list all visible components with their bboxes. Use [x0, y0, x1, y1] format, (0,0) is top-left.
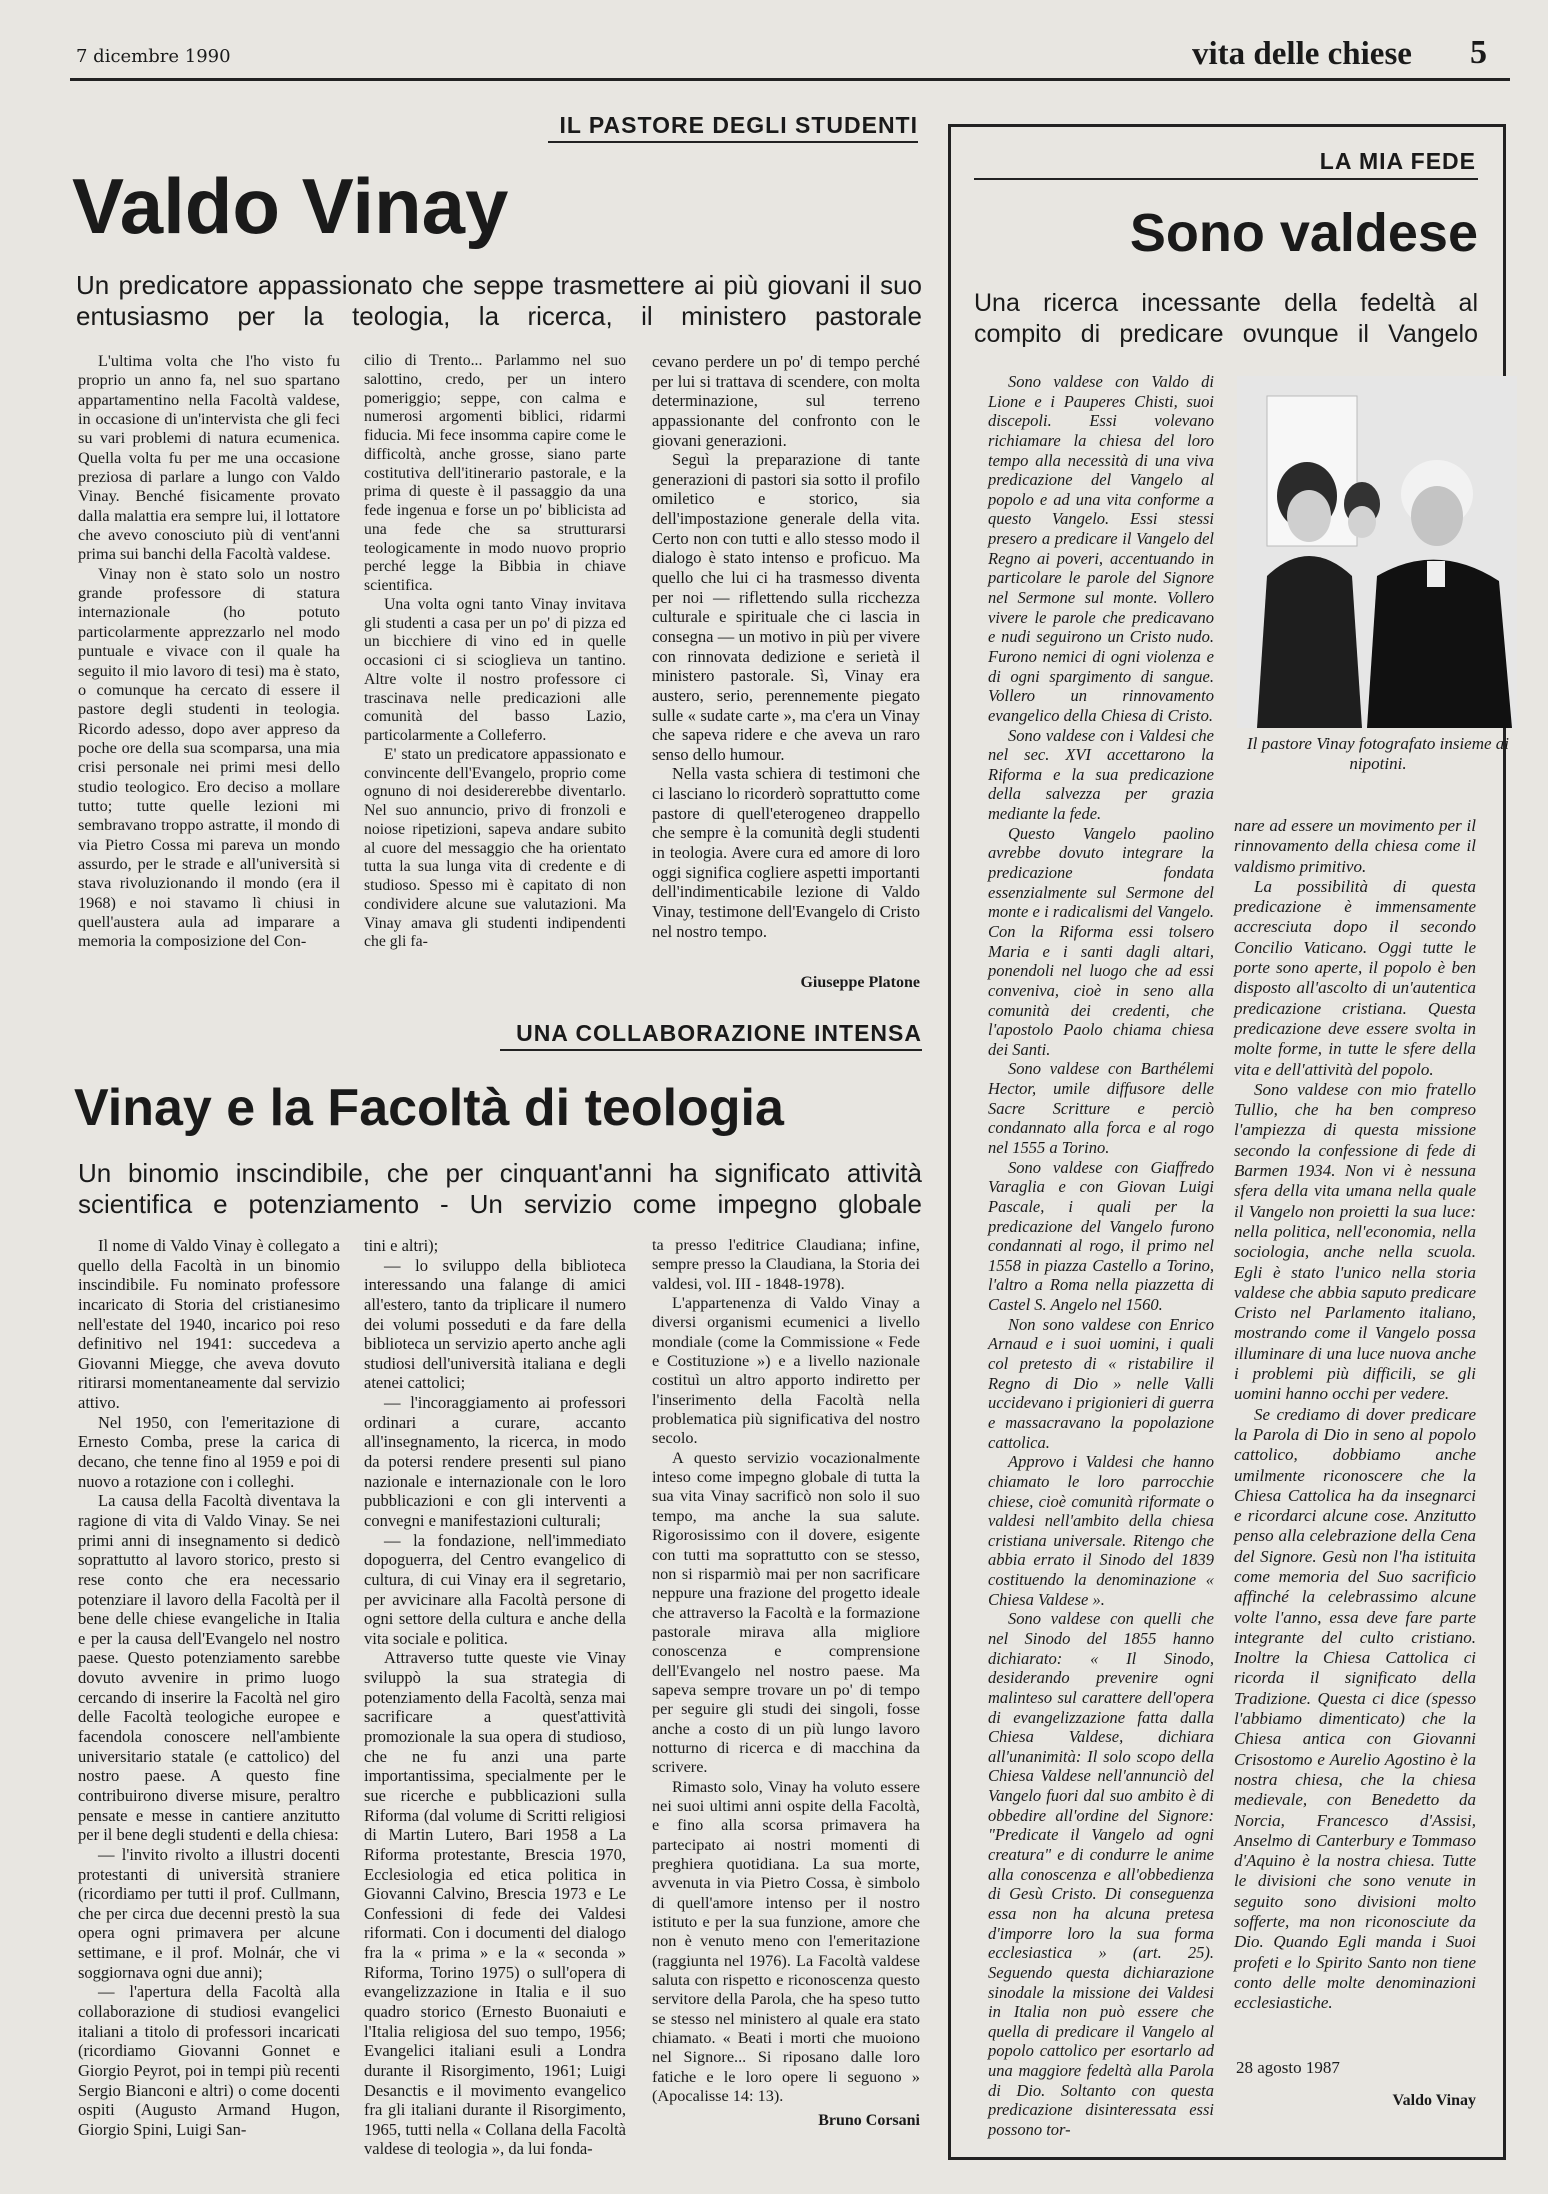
- paragraph: ta presso l'editrice Claudiana; infine, sempre presso la Claudiana, la Storia dei valdesi, vol. III - 1848-1978).: [652, 1236, 920, 1293]
- paragraph: Non sono valdese con Enrico Arnaud e i suoi uomini, i quali col pretesto di « ristabilire il Regno di Dio » nelle Valli uccidevano i prigionieri di guerra e massacravano la popolazione cattolica.: [988, 1314, 1214, 1452]
- photo-caption: Il pastore Vinay fotografato insieme ai nipotini.: [1246, 734, 1510, 773]
- paragraph: Sono valdese con i Valdesi che nel sec. XVI accettarono la Riforma e la sua predicazione della salvezza per grazia mediante la fede.: [988, 725, 1214, 824]
- article3-title: Sono valdese: [1129, 203, 1478, 263]
- paragraph: Sono valdese con Giaffredo Varaglia e con Giovan Luigi Pascale, i quali per la predicazione del Vangelo furono condannati al rogo, il primo nel 1558 in piazza Castello a Torino, l'altro a Roma nella piazzetta di Castel S. Angelo nel 1560.: [988, 1157, 1214, 1315]
- paragraph: — la fondazione, nell'immediato dopoguerra, del Centro evangelico di cultura, di cui Vinay era il segretario, per avvicinare alla Facoltà persone di ogni settore della cultura e anche della vita sociale e politica.: [364, 1530, 626, 1648]
- paragraph: L'ultima volta che l'ho visto fu proprio un anno fa, nel suo spartano appartamentino nella Facoltà valdese, in occasione di un'intervista che gli feci su vari problemi di natura ecumenica. Quella volta fu per me una occasione preziosa di parlare a lungo con Valdo Vinay. Benché fisicamente provato dalla malattia era sempre lui, il lottatore che avevo conosciuto più di vent'anni prima sui banchi della Facoltà valdese.: [78, 352, 340, 564]
- paragraph: Attraverso tutte queste vie Vinay sviluppò la sua strategia di potenziamento della Facoltà, senza mai sacrificare a quest'attività promozionale la sua opera di studioso, che ne fu anzi una parte importantissima, specialmente per le sue ricerche e pubblicazioni sulla Riforma (dal volume di Scritti religiosi di Martin Lutero, Bari 1958 a La Riforma protestante, Brescia 1970, Ecclesiologia ed etica politica in Giovanni Calvino, Brescia 1973 e Le Confessioni di fede dei Valdesi riformati. Con i documenti del dialogo fra la « prima » e la « seconda » Riforma, Torino 1975) o sull'opera di evangelizzazione in Italia e il suo quadro storico (Ernesto Buonaiuti e l'Italia religiosa del suo tempo, 1956; Evangelici italiani esuli a Londra durante il Risorgimento, 1961; Luigi Desanctis e il movimento evangelico fra gli italiani durante il Risorgimento, 1965, tutti nella « Collana della Facoltà valdese di teologia », da lui fonda-: [364, 1648, 626, 2159]
- header-section-title: vita delle chiese: [1192, 36, 1412, 72]
- article2-kicker-rule: [500, 1049, 922, 1051]
- article1-column-3: [652, 352, 920, 941]
- article2-subtitle: Un binomio inscindibile, che per cinquant'anni ha significato attività scientifica e potenziamento - Un servizio come impegno globale: [78, 1158, 922, 1219]
- paragraph: Vinay non è stato solo un nostro grande professore di statura internazionale (ho potuto particolarmente apprezzarlo nel modo puntuale e vivace con il quale ha seguito il mio lavoro di tesi) ma è stato, o comunque ha cercato di essere il pastore degli studenti in teologia. Ricordo adesso, dopo aver appreso da poche ore della sua scomparsa, una mia crisi personale nei primi mesi dello studio teologico. Ero deciso a mollare tutto; tutte quelle lezioni mi sembravano troppo astratte, il mondo di via Pietro Cossa mi pareva un mondo assurdo, per le strade e all'università si stava rivoluzionando il mondo (era il 1968) e noi stavamo lì chiusi in quell'austera aula ad imparare a memoria la composizione del Con-: [78, 564, 340, 951]
- paragraph: Sono valdese con Valdo di Lione e i Pauperes Chisti, suoi discepoli. Essi volevano richiamare la chiesa del loro tempo alla necessità di una viva predicazione del Vangelo al popolo e ad una vita conforme a questo Vangelo. Essi stessi presero a predicare il Vangelo del Regno ai poveri, accentuando in particolare le parole del Signore nel Sermone sul monte. Vollero vivere le parole che predicavano e nudi seguirono un Cristo nudo. Furono nemici di ogni violenza e di ogni spargimento di sangue. Vollero un rinnovamento evangelico della Chiesa di Cristo.: [988, 372, 1214, 725]
- paragraph: Nella vasta schiera di testimoni che ci lasciano lo ricorderò soprattutto come pastore di quell'eterogeneo drappello che sempre è la comunità degli studenti in teologia. Avere cura ed amore di loro oggi significa cogliere aspetti importanti dell'indimenticabile lezione di Valdo Vinay, testimone dell'Evangelo di Cristo nel nostro tempo.: [652, 764, 920, 941]
- article1-column-1: [78, 352, 340, 952]
- article1-kicker-rule: [548, 141, 918, 143]
- article1-subtitle: Un predicatore appassionato che seppe trasmettere ai più giovani il suo entusiasmo per la teologia, la ricerca, il ministero pastorale: [76, 270, 922, 331]
- article2-column-2: [364, 1236, 626, 2159]
- paragraph: Se crediamo di dover predicare la Parola di Dio in seno al popolo cattolico, dobbiamo anche umilmente riconoscere che la Chiesa Cattolica ha da insegnarci e ricordarci alcune cose. Anzitutto penso alla celebrazione della Cena del Signore. Gesù non l'ha istituita come memoria del Suo sacrificio affinché la celebrassimo alcune volte l'anno, essa deve fare parte integrante del culto cristiano. Inoltre la Chiesa Cattolica ci ricorda il significato della Tradizione. Questa ci dice (spesso l'abbiamo dimenticato) che la Chiesa antica con Giovanni Crisostomo e Aurelio Agostino è la nostra chiesa, che la chiesa medievale, con Benedetto da Norcia, Francesco d'Assisi, Anselmo di Canterbury e Tommaso d'Aquino è la nostra chiesa. Tutte le divisioni che sono venute in seguito sono divisioni molto sofferte, ma non riconosciute da Dio. Quando Egli manda i Suoi profeti e lo Spirito Santo non tiene conto delle molte denominazioni ecclesiastiche.: [1234, 1404, 1476, 2013]
- article1-column-2: [364, 352, 626, 952]
- article3-kicker: LA MIA FEDE: [1319, 148, 1476, 174]
- article2-column-1: [78, 1236, 340, 2139]
- paragraph: Il nome di Valdo Vinay è collegato a quello della Facoltà in un binomio inscindibile. Fu nominato professore incaricato di Storia del cristianesimo nell'estate del 1940, incarico poi reso definitivo nel 1941: succedeva a Giovanni Miegge, che aveva dovuto ritirarsi momentaneamente dal servizio attivo.: [78, 1236, 340, 1413]
- paragraph: cilio di Trento... Parlammo nel suo salottino, credo, per un intero pomeriggio; seppe, con calma e numerosi argomenti biblici, ridarmi fiducia. Mi fece insomma capire come le difficoltà, anche grosse, siano parte costitutiva dell'itinerario pastorale, e la prima di queste è il passaggio da una fede ingenua e forse un po' biblicista ad una fede che sa strutturarsi teologicamente in modo nuovo proprio perché legge la Bibbia in chiave scientifica.: [364, 352, 626, 594]
- paragraph: — lo sviluppo della biblioteca interessando una falange di amici all'estero, tanto da triplicare il numero dei volumi posseduti e da fare della biblioteca un servizio aperto anche agli studiosi dell'università italiana e degli atenei cattolici;: [364, 1255, 626, 1393]
- paragraph: Approvo i Valdesi che hanno chiamato le loro parrocchie chiese, cioè comunità riformate o valdesi nell'ambito della chiesa cristiana universale. Ritengo che abbia errato il Sinodo del 1839 costituendo la denominazione « Chiesa Valdese ».: [988, 1452, 1214, 1609]
- paragraph: nare ad essere un movimento per il rinnovamento della chiesa come il valdismo primitivo.: [1234, 816, 1476, 876]
- photo-vinay-grandchildren: [1237, 376, 1517, 728]
- paragraph: tini e altri);: [364, 1236, 439, 1255]
- paragraph: L'appartenenza di Valdo Vinay a diversi organismi ecumenici a livello mondiale (come la Commissione « Fede e Costituzione ») e a livello nazionale costituì un altro apporto indiretto per l'inserimento della Facoltà nella problematica più significativa del nostro secolo.: [652, 1294, 920, 1448]
- article3-date: 28 agosto 1987: [1236, 2058, 1340, 2077]
- article3-kicker-rule: [974, 178, 1478, 180]
- paragraph: Rimasto solo, Vinay ha voluto essere nei suoi ultimi anni ospite della Facoltà, e fino alla scorsa primavera ha partecipato ai nostri momenti di preghiera quotidiana. La sua morte, avvenuta in via Pietro Cossa, è simbolo di quell'amore intenso per il nostro istituto e per la sua funzione, amore che non è venuto meno con l'emeritazione (raggiunta nel 1976). La Facoltà valdese saluta con rispetto e riconoscenza questo servitore della Parola, che ha speso tutto se stesso nel ministero al quale era stato chiamato. « Beati i morti che muoiono nel Signore... Si riposano dalle loro fatiche e le loro opere li seguono » (Apocalisse 14: 13).: [652, 1777, 920, 2106]
- article3-column-1: [988, 372, 1214, 2140]
- article2-column-3: [652, 1236, 920, 2106]
- article2-signature: Bruno Corsani: [818, 2112, 920, 2129]
- paragraph: La possibilità di questa predicazione è immensamente accresciuta dopo il secondo Concilio Vaticano. Oggi tutte le porte sono aperte, il popolo è ben disposto all'ascolto di un'autentica predicazione cristiana. Questa predicazione deve essere svolta in molte forme, in tutte le sfere della vita e dell'attività del popolo.: [1234, 876, 1476, 1079]
- header-date: 7 dicembre 1990: [76, 46, 231, 67]
- paragraph: — l'incoraggiamento ai professori ordinari a curare, accanto all'insegnamento, la ricerca, in modo da potersi rendere presenti sul piano nazionale e internazionale con le loro pubblicazioni e con gli interventi a convegni e manifestazioni culturali;: [364, 1393, 626, 1530]
- article1-signature: Giuseppe Platone: [800, 974, 920, 991]
- paragraph: Questo Vangelo paolino avrebbe dovuto integrare la predicazione fondata essenzialmente sul Sermone del monte e i radicalismi del Vangelo. Con la Riforma essi tolsero Maria e i santi dagli altari, ponendoli nel luogo che ad essi conveniva, cioè in seno alla comunità dei credenti, che l'apostolo Paolo chiama chiesa dei Santi.: [988, 823, 1214, 1059]
- article3-subtitle: Una ricerca incessante della fedeltà al compito di predicare ovunque il Vangelo: [974, 289, 1478, 348]
- paragraph: Sono valdese con quelli che nel Sinodo del 1855 hanno dichiarato: « Il Sinodo, desiderando prevenire ogni malinteso sul carattere dell'opera di evangelizzazione fatta dalla Chiesa Valdese, dichiara all'unanimità: Il solo scopo della Chiesa Valdese nell'annunciò del Vangelo fuori dal suo ambito è di obbedire all'ordine del Signore: "Predicate il Vangelo ad ogni creatura" e di condurre le anime alla conoscenza e all'obbedienza di Gesù Cristo. Di conseguenza essa non ha alcuna pretesa d'imporre loro la sua forma ecclesiastica » (art. 25). Seguendo questa dichiarazione sinodale la missione dei Valdesi in Italia non può essere che quella di predicare il Vangelo al popolo cattolico per esortarlo ad una maggiore fedeltà alla Parola di Dio. Soltanto con questa predicazione disinteressata essi possono tor-: [988, 1609, 1214, 2140]
- paragraph: Sono valdese con Barthélemi Hector, umile diffusore delle Sacre Scritture e perciò condannato alla forca e al rogo nel 1555 a Torino.: [988, 1059, 1214, 1157]
- article3-column-2: [1234, 816, 1476, 2014]
- paragraph: La causa della Facoltà diventava la ragione di vita di Valdo Vinay. Se nei primi anni di insegnamento si dedicò soprattutto al lavoro storico, presto si rese conto che era necessario potenziare il lavoro della Facoltà per il bene delle chiese evangeliche in Italia e per la causa dell'Evangelo nel nostro paese. Questo potenziamento sarebbe dovuto avvenire in primo luogo cercando di inserire la Facoltà nel giro delle Facoltà teologiche europee e facendola conoscere nell'ambiente universitario statale (e cattolico) del nostro paese. A questo fine contribuirono diverse misure, peraltro pensate e messe in cantiere anzitutto per il bene degli studenti e della chiesa:: [78, 1491, 340, 1845]
- paragraph: E' stato un predicatore appassionato e convincente dell'Evangelo, proprio come ognuno di noi desidererebbe diventarlo. Nel suo annuncio, privo di fronzoli e noiose ripetizioni, sapeva andare subito al cuore del messaggio che ha orientato tutta la sua lunga vita di credente e di studioso. Spesso mi è capitato di non condividere alcune sue valutazioni. Ma Vinay amava gli studenti indipendenti che gli fa-: [364, 745, 626, 951]
- paragraph: — l'invito rivolto a illustri docenti protestanti di università straniere (ricordiamo per tutti il prof. Cullmann, che per circa due decenni prestò la sua opera ogni primavera per alcune settimane, e il prof. Molnár, che vi soggiornava ogni due anni);: [78, 1844, 340, 1982]
- paragraph: A questo servizio vocazionalmente inteso come impegno globale di tutta la sua vita Vinay sacrificò non solo il suo tempo, ma anche la sua salute. Rigorosissimo con il dovere, esigente con tutti ma soprattutto con se stesso, non si risparmiò mai per non sacrificare neppure una frazione del progetto ideale che attraverso la Facoltà e la formazione pastorale mirava alla migliore conoscenza e comprensione dell'Evangelo nel nostro paese. Ma sapeva sempre trovare un po' di tempo per seguire gli studi dei singoli, fosse anche a costo di un più lungo lavoro notturno di ricerca e di macchina da scrivere.: [652, 1448, 920, 1777]
- article2-kicker: UNA COLLABORAZIONE INTENSA: [516, 1020, 922, 1046]
- paragraph: Sono valdese con mio fratello Tullio, che ha ben compreso l'ampiezza di questa missione secondo la confessione di fede di Barmen 1934. Non vi è nessuna sfera della vita umana nella quale il Vangelo non proietti la sua luce: nella politica, nell'economia, nella sociologia, anche nella scuola. Egli è stato l'unico nella storia valdese che abbia saputo predicare Cristo nel Parlamento italiano, mostrando come il Vangelo possa illuminare di una luce nuova anche i problemi più difficili, se gli uomini hanno occhi per vedere.: [1234, 1079, 1476, 1404]
- photo-illustration: [1237, 376, 1517, 728]
- article1-title: Valdo Vinay: [72, 162, 509, 250]
- article2-title: Vinay e la Facoltà di teologia: [74, 1079, 784, 1137]
- article3-signature: Valdo Vinay: [1392, 2092, 1476, 2109]
- header-page-number: 5: [1470, 34, 1487, 71]
- paragraph: Seguì la preparazione di tante generazioni di pastori sia sotto il profilo omiletico e storico, sia dell'impostazione generale della vita. Certo non con tutti e allo stesso modo il dialogo è stato intenso e proficuo. Ma quello che lui ci ha trasmesso diventa per noi — riflettendo sulla ricchezza culturale e spirituale che ci lascia in consegna — un motivo in più per vivere con rinnovata dedizione e serietà il ministero pastorale. Sì, Vinay era austero, serio, perennemente piegato sulle « sudate carte », ma c'era un Vinay che sapeva ridere e che aveva un raro senso dello humour.: [652, 450, 920, 764]
- header-rule: [70, 78, 1510, 81]
- paragraph: — l'apertura della Facoltà alla collaborazione di studiosi evangelici italiani a titolo di professori incaricati (ricordiamo Giovanni Gonnet e Giorgio Peyrot, poi in tempi più recenti Sergio Bianconi e altri) o come docenti ospiti (Augusto Armand Hugon, Giorgio Spini, Luigi San-: [78, 1982, 340, 2139]
- paragraph: Una volta ogni tanto Vinay invitava gli studenti a casa per un po' di pizza ed un bicchiere di vino ed in quelle occasioni ci si scioglieva un tantino. Altre volte il nostro professore ci trascinava nelle predicazioni alle comunità del basso Lazio, particolarmente a Colleferro.: [364, 595, 626, 744]
- paragraph: cevano perdere un po' di tempo perché per lui si trattava di scendere, con molta determinazione, sul terreno appassionante del confronto con le giovani generazioni.: [652, 352, 920, 450]
- article1-kicker: IL PASTORE DEGLI STUDENTI: [559, 112, 918, 138]
- paragraph: Nel 1950, con l'emeritazione di Ernesto Comba, prese la carica di decano, che tenne fino al 1959 e poi di nuovo a rotazione con i colleghi.: [78, 1412, 340, 1491]
